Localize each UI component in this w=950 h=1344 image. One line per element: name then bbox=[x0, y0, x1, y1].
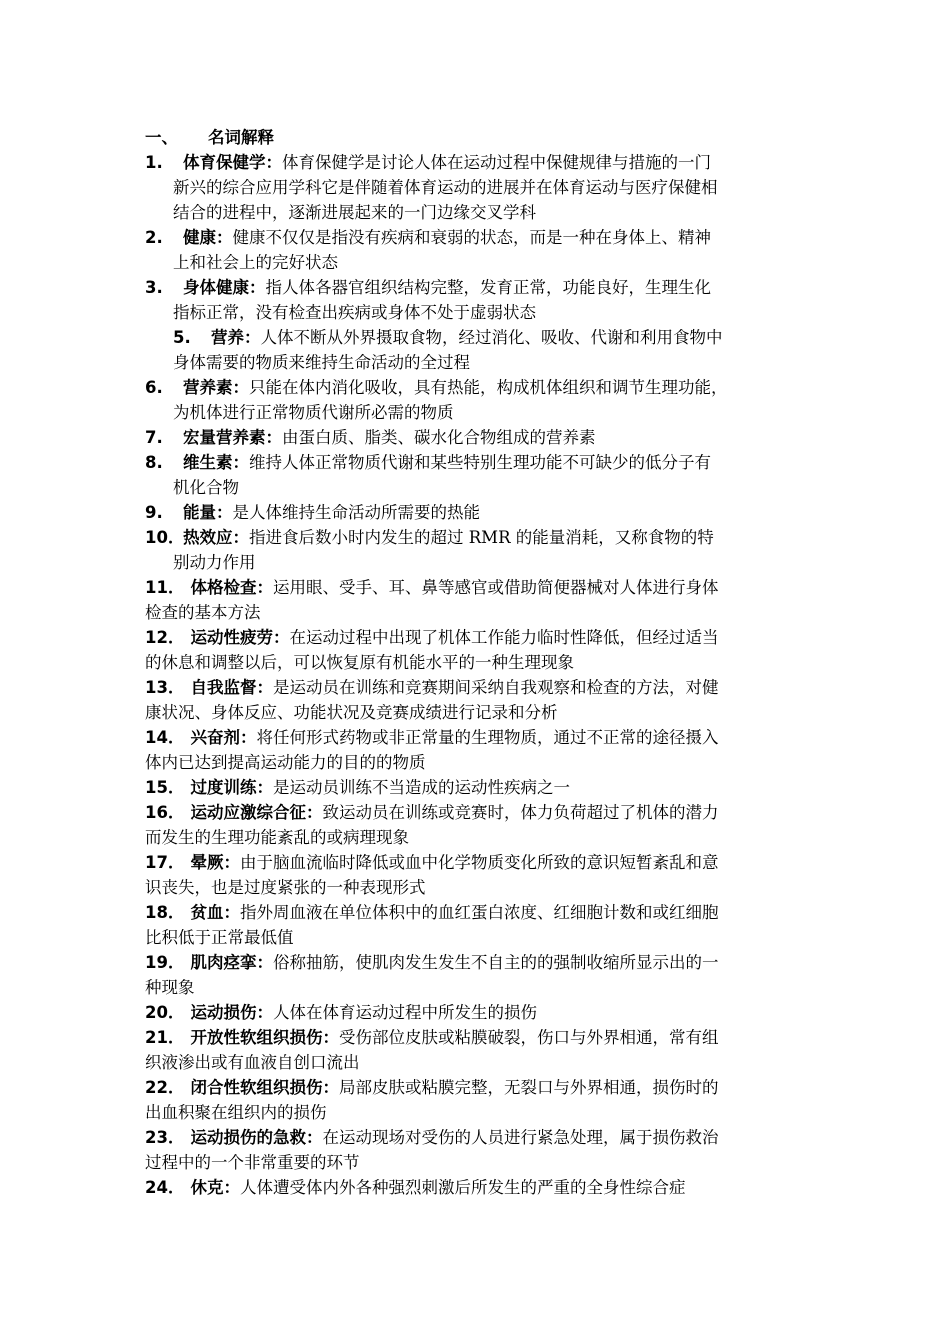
entry-definition-line: 人体不断从外界摄取食物，经过消化、吸收、代谢和利用食物中 bbox=[260, 328, 723, 347]
entry-number: 3. bbox=[145, 278, 163, 297]
definition-entry: 15． 过度训练：是运动员训练不当造成的运动性疾病之一 bbox=[145, 778, 570, 797]
entry-definition-line: 是运动员训练不当造成的运动性疾病之一 bbox=[272, 778, 570, 797]
definition-entry: 22． 闭合性软组织损伤：局部皮肤或粘膜完整，无裂口与外界相通，损伤时的 bbox=[145, 1078, 719, 1097]
entry-definition-line: 出血积聚在组织内的损伤 bbox=[145, 1103, 327, 1122]
entry-term: 营养 bbox=[211, 328, 244, 347]
entry-term: 过度训练 bbox=[190, 778, 257, 797]
entry-number: 5. bbox=[173, 328, 191, 347]
entry-definition-line: 受伤部位皮肤或粘膜破裂，伤口与外界相通，常有组 bbox=[338, 1028, 719, 1047]
entry-number: 16． bbox=[145, 803, 185, 822]
entry-term: 运动损伤的急救 bbox=[190, 1128, 306, 1147]
definition-entry: 18． 贫血：指外周血液在单位体积中的血红蛋白浓度、红细胞计数和或红细胞 bbox=[145, 903, 719, 922]
entry-number: 12． bbox=[145, 628, 185, 647]
entry-definition-line: 局部皮肤或粘膜完整，无裂口与外界相通，损伤时的 bbox=[338, 1078, 719, 1097]
entry-definition-line: 致运动员在训练或竞赛时，体力负荷超过了机体的潜力 bbox=[322, 803, 719, 822]
entry-term: 兴奋剂 bbox=[190, 728, 240, 747]
entry-definition-line: 在运动过程中出现了机体工作能力临时性降低，但经过适当 bbox=[289, 628, 719, 647]
entry-term: 休克 bbox=[190, 1178, 224, 1197]
definition-entry: 1. 体育保健学：体育保健学是讨论人体在运动过程中保健规律与措施的一门 bbox=[145, 150, 711, 175]
entry-number: 7. bbox=[145, 428, 163, 447]
entry-term: 营养素 bbox=[183, 378, 233, 397]
entry-term: 能量 bbox=[183, 503, 216, 522]
entry-definition-line: 维持人体正常物质代谢和某些特别生理功能不可缺少的低分子有 bbox=[249, 453, 711, 472]
definition-entry: 21． 开放性软组织损伤：受伤部位皮肤或粘膜破裂，伤口与外界相通，常有组 bbox=[145, 1028, 719, 1047]
definition-entry: 12． 运动性疲劳：在运动过程中出现了机体工作能力临时性降低，但经过适当 bbox=[145, 628, 719, 647]
entry-definition-line: 由蛋白质、脂类、碳水化合物组成的营养素 bbox=[282, 428, 596, 447]
definition-entry: 14． 兴奋剂：将任何形式药物或非正常量的生理物质，通过不正常的途径摄入 bbox=[145, 728, 719, 747]
definition-entry: 23． 运动损伤的急救：在运动现场对受伤的人员进行紧急处理，属于损伤救治 bbox=[145, 1128, 719, 1147]
definition-entry: 7. 宏量营养素：由蛋白质、脂类、碳水化合物组成的营养素 bbox=[145, 425, 596, 450]
entry-number: 8. bbox=[145, 453, 163, 472]
entry-definition-line: 检查的基本方法 bbox=[145, 603, 261, 622]
entry-term: 开放性软组织损伤 bbox=[190, 1028, 323, 1047]
entry-term: 身体健康 bbox=[183, 278, 249, 297]
entry-definition-line: 康状况、身体反应、功能状况及竞赛成绩进行记录和分析 bbox=[145, 703, 558, 722]
section-number: 一、 bbox=[145, 128, 178, 147]
entry-number: 9. bbox=[145, 503, 163, 522]
entry-term: 闭合性软组织损伤 bbox=[190, 1078, 323, 1097]
entry-number: 14． bbox=[145, 728, 185, 747]
entry-definition-line: 运用眼、受手、耳、鼻等感官或借助简便器械对人体进行身体 bbox=[272, 578, 719, 597]
entry-definition-line: 指人体各器官组织结构完整，发育正常，功能良好，生理生化 bbox=[265, 278, 711, 297]
entry-number: 17． bbox=[145, 853, 185, 872]
entry-definition-line: 结合的进程中，逐渐进展起来的一门边缘交叉学科 bbox=[173, 203, 536, 222]
entry-term: 自我监督 bbox=[190, 678, 257, 697]
entry-definition-line: 指外周血液在单位体积中的血红蛋白浓度、红细胞计数和或红细胞 bbox=[239, 903, 719, 922]
entry-definition-line: 指标正常，没有检查出疾病或身体不处于虚弱状态 bbox=[173, 303, 536, 322]
entry-term: 运动性疲劳 bbox=[190, 628, 273, 647]
entry-number: 19． bbox=[145, 953, 185, 972]
entry-term: 体格检查 bbox=[190, 578, 257, 597]
entry-definition-line: 比积低于正常最低值 bbox=[145, 928, 294, 947]
entry-definition-line: 人体遭受体内外各种强烈刺激后所发生的严重的全身性综合症 bbox=[239, 1178, 686, 1197]
entry-number: 21． bbox=[145, 1028, 185, 1047]
entry-term: 体育保健学 bbox=[183, 153, 266, 172]
definition-entry: 20． 运动损伤：人体在体育运动过程中所发生的损伤 bbox=[145, 1003, 537, 1022]
entry-term: 维生素 bbox=[183, 453, 233, 472]
entry-definition-line: 过程中的一个非常重要的环节 bbox=[145, 1153, 360, 1172]
entry-term: 肌肉痉挛 bbox=[190, 953, 257, 972]
definition-entry: 17． 晕厥：由于脑血流临时降低或血中化学物质变化所致的意识短暂紊乱和意 bbox=[145, 853, 719, 872]
entry-definition-line: 在运动现场对受伤的人员进行紧急处理，属于损伤救治 bbox=[322, 1128, 719, 1147]
entry-term: 运动损伤 bbox=[190, 1003, 257, 1022]
entry-number: 20． bbox=[145, 1003, 185, 1022]
definition-entry: 16． 运动应激综合征：致运动员在训练或竞赛时，体力负荷超过了机体的潜力 bbox=[145, 803, 719, 822]
entry-number: 15． bbox=[145, 778, 185, 797]
entry-number: 24． bbox=[145, 1178, 185, 1197]
entry-definition-line: 由于脑血流临时降低或血中化学物质变化所致的意识短暂紊乱和意 bbox=[239, 853, 719, 872]
entry-definition-line: 身体需要的物质来维持生命活动的全过程 bbox=[173, 353, 470, 372]
entry-term: 晕厥 bbox=[190, 853, 224, 872]
entry-definition-line: 识丧失，也是过度紧张的一种表现形式 bbox=[145, 878, 426, 897]
entry-term: 运动应激综合征 bbox=[190, 803, 306, 822]
entry-term: 宏量营养素 bbox=[183, 428, 266, 447]
entry-number: 13． bbox=[145, 678, 185, 697]
entry-number: 11． bbox=[145, 578, 185, 597]
entry-number: 10． bbox=[145, 528, 185, 547]
entry-definition-line: 是运动员在训练和竞赛期间采纳自我观察和检查的方法，对健 bbox=[272, 678, 719, 697]
entry-definition-line: 机化合物 bbox=[173, 478, 239, 497]
section-heading bbox=[145, 125, 274, 150]
section-title: 名词解释 bbox=[208, 128, 274, 147]
entry-definition-line: 指进食后数小时内发生的超过 RMR 的能量消耗，又称食物的特 bbox=[249, 528, 714, 547]
definition-entry: 10．热效应：指进食后数小时内发生的超过 RMR 的能量消耗，又称食物的特 bbox=[145, 525, 714, 550]
entry-term: 热效应 bbox=[183, 528, 233, 547]
entry-definition-line: 上和社会上的完好状态 bbox=[173, 253, 338, 272]
entry-definition-line: 体育保健学是讨论人体在运动过程中保健规律与措施的一门 bbox=[282, 153, 711, 172]
entry-number: 22． bbox=[145, 1078, 185, 1097]
definition-entry: 19． 肌肉痉挛：俗称抽筋，使肌肉发生发生不自主的的强制收缩所显示出的一 bbox=[145, 953, 719, 972]
definition-entry: 3. 身体健康：指人体各器官组织结构完整，发育正常，功能良好，生理生化 bbox=[145, 275, 711, 300]
definition-entry: 11． 体格检查：运用眼、受手、耳、鼻等感官或借助简便器械对人体进行身体 bbox=[145, 578, 719, 597]
definition-entry: 9. 能量：是人体维持生命活动所需要的热能 bbox=[145, 500, 480, 525]
entry-number: 23． bbox=[145, 1128, 185, 1147]
definition-entry: 5. 营养：人体不断从外界摄取食物，经过消化、吸收、代谢和利用食物中 bbox=[173, 325, 723, 350]
entry-definition-line: 别动力作用 bbox=[173, 553, 256, 572]
entry-definition-line: 俗称抽筋，使肌肉发生发生不自主的的强制收缩所显示出的一 bbox=[272, 953, 719, 972]
entry-definition-line: 只能在体内消化吸收，具有热能，构成机体组织和调节生理功能， bbox=[249, 378, 728, 397]
entry-definition-line: 的休息和调整以后，可以恢复原有机能水平的一种生理现象 bbox=[145, 653, 574, 672]
entry-definition-line: 新兴的综合应用学科它是伴随着体育运动的进展并在体育运动与医疗保健相 bbox=[173, 178, 718, 197]
entry-definition-line: 人体在体育运动过程中所发生的损伤 bbox=[272, 1003, 537, 1022]
definition-entry: 24． 休克：人体遭受体内外各种强烈刺激后所发生的严重的全身性综合症 bbox=[145, 1178, 686, 1197]
entry-term: 健康 bbox=[183, 228, 216, 247]
entry-number: 6. bbox=[145, 378, 163, 397]
definition-entry: 6. 营养素：只能在体内消化吸收，具有热能，构成机体组织和调节生理功能， bbox=[145, 375, 728, 400]
definition-entry: 8. 维生素：维持人体正常物质代谢和某些特别生理功能不可缺少的低分子有 bbox=[145, 450, 711, 475]
entry-number: 1. bbox=[145, 153, 163, 172]
entry-definition-line: 为机体进行正常物质代谢所必需的物质 bbox=[173, 403, 454, 422]
definition-entry: 2. 健康：健康不仅仅是指没有疾病和衰弱的状态，而是一种在身体上、精神 bbox=[145, 225, 711, 250]
entry-definition-line: 将任何形式药物或非正常量的生理物质，通过不正常的途径摄入 bbox=[256, 728, 719, 747]
entry-number: 2. bbox=[145, 228, 163, 247]
entry-term: 贫血 bbox=[190, 903, 224, 922]
entry-definition-line: 而发生的生理功能紊乱的或病理现象 bbox=[145, 828, 409, 847]
entry-definition-line: 健康不仅仅是指没有疾病和衰弱的状态，而是一种在身体上、精神 bbox=[232, 228, 711, 247]
entry-number: 18． bbox=[145, 903, 185, 922]
entry-definition-line: 体内已达到提高运动能力的目的的物质 bbox=[145, 753, 426, 772]
entry-definition-line: 织液渗出或有血液自创口流出 bbox=[145, 1053, 360, 1072]
entry-definition-line: 是人体维持生命活动所需要的热能 bbox=[232, 503, 480, 522]
entry-definition-line: 种现象 bbox=[145, 978, 195, 997]
definition-entry: 13． 自我监督：是运动员在训练和竞赛期间采纳自我观察和检查的方法，对健 bbox=[145, 678, 719, 697]
